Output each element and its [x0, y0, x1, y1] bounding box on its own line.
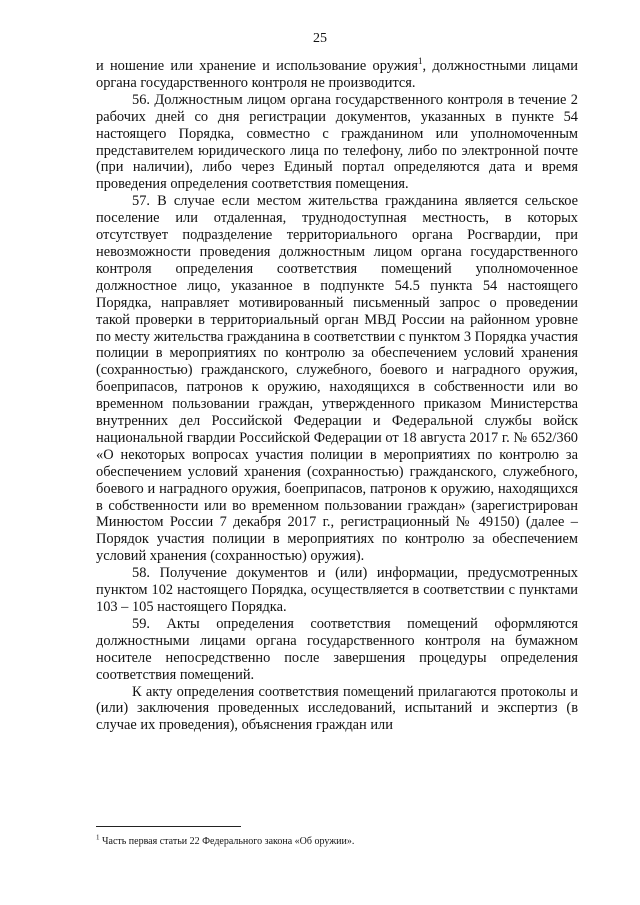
paragraph-56: 56. Должностным лицом органа государственного контроля в течение 2 рабочих дней со дня регистрации документов, указанных в пункте 54 настоящего Порядка, совместно с гражданином или уполномоченным представителем юридического лица по телефону, либо по электронной почте (при наличии), либо через Единый портал определяются дата и время проведения определения соответствия помещения.: [96, 91, 578, 193]
footnote-text: Часть первая статьи 22 Федерального закона «Об оружии».: [102, 836, 355, 847]
paragraph-continuation-text-start: и ношение или хранение и использование оружия: [96, 58, 419, 74]
paragraph-attachments: К акту определения соответствия помещений прилагаются протоколы и (или) заключения проведенных исследований, испытаний и экспертиз (в случае их проведения), объяснения граждан или: [96, 683, 578, 734]
paragraph-continuation-text-end: , должностными лицами органа государственного контроля не производится.: [96, 58, 578, 91]
page-number: 25: [313, 31, 327, 46]
footnote-divider: [96, 826, 241, 827]
footnote-reference[interactable]: 1: [418, 56, 423, 67]
document-body: [96, 58, 578, 734]
footnote: [96, 833, 578, 848]
paragraph-continuation: [96, 58, 578, 92]
footnote-marker: 1: [96, 833, 100, 842]
paragraph-59: 59. Акты определения соответствия помещений оформляются должностными лицами органа государственного контроля на бумажном носителе непосредственно после завершения процедуры определения соответствия помещений.: [96, 615, 578, 683]
paragraph-57: 57. В случае если местом жительства гражданина является сельское поселение или отдаленная, труднодоступная местность, в которых отсутствует подразделение территориального органа Росгвардии, при невозможности проведения должностным лицом органа государственного контроля определения соответствия помещений уполномоченное должностное лицо, указанное в подпункте 54.5 пункта 54 настоящего Порядка, направляет мотивированный письменный запрос о проведении такой проверки в территориальный орган МВД России на районном уровне по месту жительства гражданина в соответствии с пунктом 3 Порядка участия полиции в мероприятиях по контролю за обеспечением условий хранения (сохранностью) гражданского, служебного, боевого и наградного оружия, боеприпасов, патронов к оружию, находящихся в собственности или во временном пользовании граждан, утвержденного приказом Министерства внутренних дел Российской Федерации и Федеральной службы войск национальной гвардии Российской Федерации от 18 августа 2017 г. № 652/360 «О некоторых вопросах участия полиции в мероприятиях по контролю за обеспечением условий хранения (сохранностью) гражданского, служебного, боевого и наградного оружия, боеприпасов, патронов к оружию, находящихся в собственности или во временном пользовании граждан» (зарегистрирован Минюстом России 7 декабря 2017 г., регистрационный № 49150) (далее – Порядок участия полиции в мероприятиях по контролю за обеспечением условий хранения (сохранностью) оружия).: [96, 193, 578, 565]
paragraph-58: 58. Получение документов и (или) информации, предусмотренных пунктом 102 настоящего Порядка, осуществляется в соответствии с пунктами 103 – 105 настоящего Порядка.: [96, 565, 578, 615]
